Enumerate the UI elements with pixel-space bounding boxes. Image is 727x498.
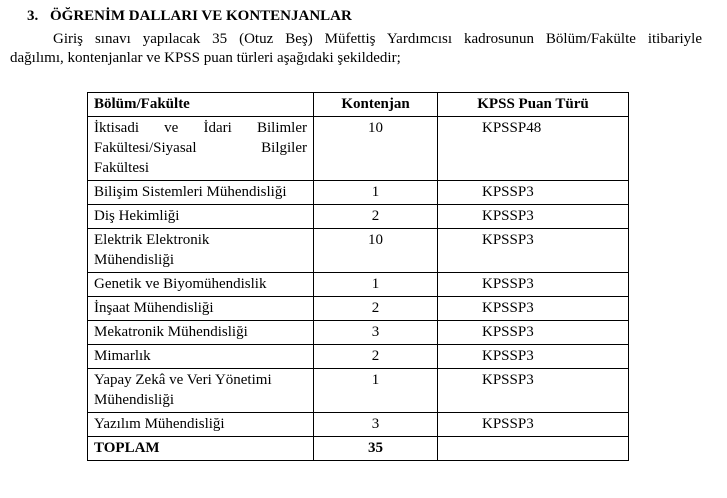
table-row — [88, 297, 629, 321]
department-cell — [88, 117, 314, 181]
department-line: Fakültesi/Siyasal Bilgiler — [94, 140, 307, 156]
quota-cell: 3 — [314, 321, 438, 345]
quota-cell: 10 — [314, 229, 438, 273]
department-cell — [88, 229, 314, 273]
department-cell — [88, 369, 314, 413]
table-row — [88, 117, 629, 181]
quota-cell: 3 — [314, 413, 438, 437]
header-kpss: KPSS Puan Türü — [438, 93, 629, 117]
section-title: ÖĞRENİM DALLARI VE KONTENJANLAR — [50, 8, 352, 24]
department-line: Mühendisliği — [94, 252, 175, 268]
kpss-cell: KPSSP3 — [438, 321, 629, 345]
total-quota: 35 — [314, 437, 438, 461]
total-label: TOPLAM — [88, 437, 314, 461]
total-kpss — [438, 437, 629, 461]
kpss-cell: KPSSP3 — [438, 229, 629, 273]
department-cell: Mekatronik Mühendisliği — [88, 321, 314, 345]
department-cell: Diş Hekimliği — [88, 205, 314, 229]
kpss-cell: KPSSP3 — [438, 205, 629, 229]
section-number: 3. — [27, 8, 39, 24]
section-heading — [27, 8, 352, 25]
department-line: Elektrik Elektronik — [94, 232, 210, 248]
quota-cell: 2 — [314, 205, 438, 229]
quota-cell: 1 — [314, 181, 438, 205]
department-cell: Yazılım Mühendisliği — [88, 413, 314, 437]
quota-cell: 2 — [314, 345, 438, 369]
total-row — [88, 437, 629, 461]
department-cell: İnşaat Mühendisliği — [88, 297, 314, 321]
kpss-cell: KPSSP3 — [438, 413, 629, 437]
table-row — [88, 413, 629, 437]
kpss-cell: KPSSP3 — [438, 181, 629, 205]
quota-cell: 1 — [314, 273, 438, 297]
table-row — [88, 321, 629, 345]
department-line: Fakültesi — [94, 160, 149, 176]
department-line: Yapay Zekâ ve Veri Yönetimi — [94, 372, 272, 388]
header-quota: Kontenjan — [314, 93, 438, 117]
intro-line-1: Giriş sınavı yapılacak 35 (Otuz Beş) Müfettiş Yardımcısı kadrosunun Bölüm/Fakülte itibariyle — [53, 31, 702, 47]
header-department: Bölüm/Fakülte — [88, 93, 314, 117]
department-line: Mühendisliği — [94, 392, 175, 408]
table-row — [88, 181, 629, 205]
kpss-cell: KPSSP3 — [438, 273, 629, 297]
kpss-cell: KPSSP3 — [438, 345, 629, 369]
table-header-row — [88, 93, 629, 117]
quota-cell: 10 — [314, 117, 438, 181]
quota-cell: 1 — [314, 369, 438, 413]
table-row — [88, 229, 629, 273]
quota-cell: 2 — [314, 297, 438, 321]
table-row — [88, 205, 629, 229]
intro-paragraph — [10, 30, 702, 68]
table-row — [88, 369, 629, 413]
department-cell: Mimarlık — [88, 345, 314, 369]
kpss-cell: KPSSP3 — [438, 369, 629, 413]
department-cell: Genetik ve Biyomühendislik — [88, 273, 314, 297]
department-cell: Bilişim Sistemleri Mühendisliği — [88, 181, 314, 205]
table-row — [88, 273, 629, 297]
kpss-cell: KPSSP48 — [438, 117, 629, 181]
table-row — [88, 345, 629, 369]
kpss-cell: KPSSP3 — [438, 297, 629, 321]
department-line: İktisadi ve İdari Bilimler — [94, 120, 307, 136]
intro-line-2: dağılımı, kontenjanlar ve KPSS puan türleri aşağıdaki şekildedir; — [10, 50, 401, 66]
quota-table — [87, 92, 629, 461]
